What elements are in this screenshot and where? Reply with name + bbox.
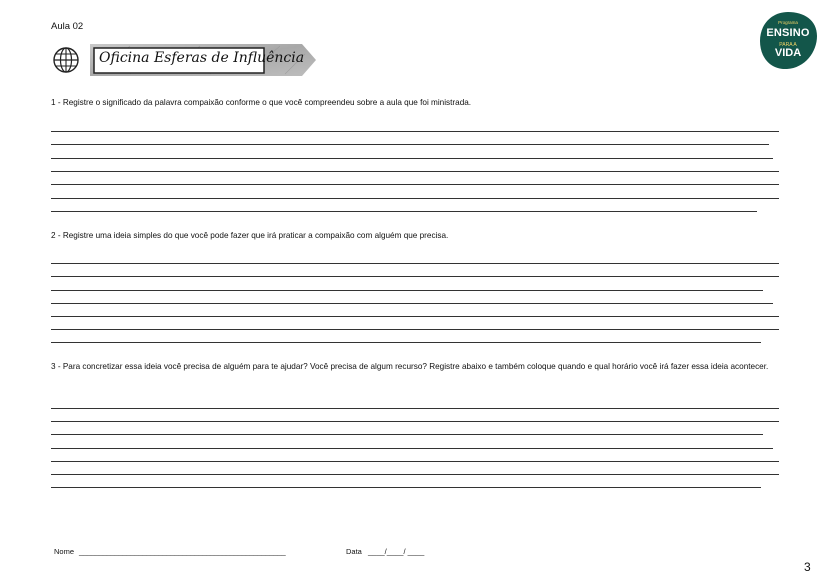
name-field[interactable]: ____________________________________________________ — [79, 547, 286, 556]
answer-line[interactable] — [51, 144, 769, 145]
logo-bottom-text: VIDA — [774, 47, 802, 59]
answer-line[interactable] — [51, 329, 779, 330]
question-1: 1 - Registre o significado da palavra compaixão conforme o que você compreendeu sobre a aula que foi ministrada. — [51, 98, 472, 107]
answer-line[interactable] — [51, 487, 761, 488]
question-2: 2 - Registre uma ideia simples do que você pode fazer que irá praticar a compaixão com alguém que precisa. — [51, 231, 449, 240]
answer-line[interactable] — [51, 474, 779, 475]
answer-line[interactable] — [51, 290, 763, 291]
banner-title: Oficina Esferas de Influência — [99, 50, 305, 66]
answer-line[interactable] — [51, 408, 779, 409]
name-label: Nome — [54, 547, 75, 556]
answer-line[interactable] — [51, 131, 779, 132]
lesson-label: Aula 02 — [51, 21, 84, 32]
answer-line[interactable] — [51, 198, 779, 199]
answer-line[interactable] — [51, 276, 779, 277]
page-number: 3 — [804, 560, 811, 574]
logo-main-text: ENSINO — [766, 27, 810, 39]
answer-line[interactable] — [51, 421, 779, 422]
answer-line[interactable] — [51, 303, 773, 304]
answer-line[interactable] — [51, 171, 779, 172]
logo-middle-text: PARA A — [779, 42, 797, 48]
globe-icon — [52, 46, 80, 74]
answer-line[interactable] — [51, 263, 779, 264]
date-field[interactable]: ____/____/ ____ — [368, 547, 425, 556]
answer-line[interactable] — [51, 448, 773, 449]
logo-top-text: Programa — [778, 20, 798, 25]
answer-line[interactable] — [51, 342, 761, 343]
answer-line[interactable] — [51, 158, 773, 159]
answer-line[interactable] — [51, 184, 779, 185]
answer-line[interactable] — [51, 211, 757, 212]
date-label: Data — [346, 547, 362, 556]
answer-line[interactable] — [51, 316, 779, 317]
answer-line[interactable] — [51, 461, 779, 462]
question-3: 3 - Para concretizar essa ideia você precisa de alguém para te ajudar? Você precisa de algum recurso? Registre abaixo e também coloque quando e qual horário você irá fazer essa ideia acontecer. — [51, 362, 769, 371]
answer-line[interactable] — [51, 434, 763, 435]
